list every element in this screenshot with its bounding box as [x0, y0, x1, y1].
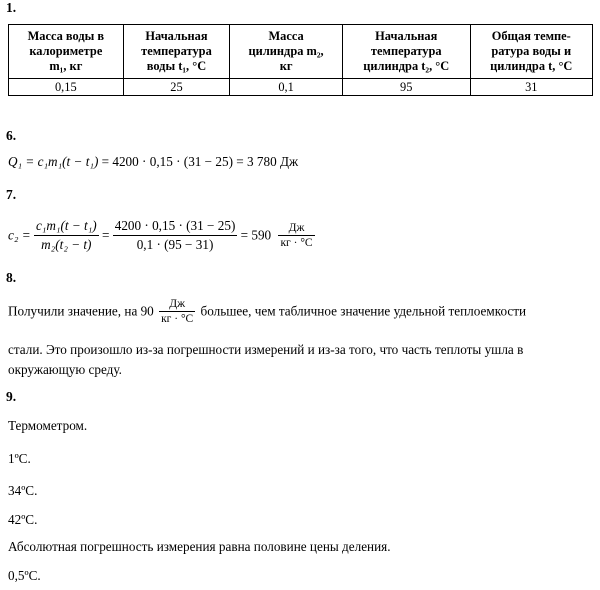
fraction-numeric-numerator: 4200 · 0,15 · (31 − 25): [114, 218, 236, 233]
value-total-temp: 31: [470, 79, 592, 96]
unit-denominator: кг · °C: [280, 237, 313, 249]
unit-numerator: Дж: [288, 222, 305, 234]
formula-q1-lhs: Q₁ = c₁m₁(t − t₁): [8, 154, 99, 169]
section-1-number: 1.: [6, 0, 17, 15]
section-9-number: 9.: [6, 389, 17, 404]
unit-fraction: [278, 222, 314, 249]
header-cylinder-mass: Масса цилиндра m₂, кг: [230, 25, 343, 79]
header-water-temp: Начальная температура воды t₁, °C: [123, 25, 230, 79]
answer-absolute-error: 0,5ºC.: [8, 568, 41, 583]
formula-specific-heat: [8, 218, 315, 253]
answer-error-statement: Абсолютная погрешность измерения равна половине цены деления.: [8, 539, 391, 554]
formula-c2-lhs: c₂ =: [8, 227, 31, 243]
section-7-number: 7.: [6, 187, 17, 202]
section-8-line-2: стали. Это произошло из-за погрешности измерений и из-за того, что часть теплоты ушла в: [8, 342, 524, 357]
section-6-number: 6.: [6, 128, 17, 143]
section-8-line-3: окружающую среду.: [8, 362, 122, 377]
value-cylinder-mass: 0,1: [230, 79, 343, 96]
section-8-text-before: Получили значение, на 90: [8, 303, 154, 319]
value-water-mass: 0,15: [9, 79, 124, 96]
header-total-temp: Общая темпе- ратура воды и цилиндра t, °C: [470, 25, 592, 79]
fraction-numeric-denominator: 0,1 · (95 − 31): [113, 235, 238, 253]
section-8-unit-denominator: кг · °C: [161, 313, 194, 325]
answer-final-reading: 42ºC.: [8, 512, 38, 527]
section-8-line-1: [8, 298, 526, 325]
table-row: [9, 79, 593, 96]
formula-result: = 590: [240, 227, 272, 243]
value-water-temp: 25: [123, 79, 230, 96]
section-8-unit-fraction: [159, 298, 195, 325]
header-water-mass: Масса воды в калориметре m₁, кг: [9, 25, 124, 79]
fraction-symbolic: [34, 218, 99, 253]
formula-equals: =: [101, 227, 110, 243]
measurement-table: [8, 24, 593, 96]
formula-q1-rhs: = 4200 · 0,15 · (31 − 25) = 3 780 Дж: [101, 154, 299, 169]
section-8-text-after: большее, чем табличное значение удельной теплоемкости: [200, 303, 527, 319]
formula-heat-q1: [8, 154, 298, 170]
value-cylinder-temp: 95: [342, 79, 470, 96]
section-8-unit-numerator: Дж: [169, 298, 186, 310]
fraction-numeric: [113, 218, 238, 253]
answer-instrument: Термометром.: [8, 418, 88, 433]
fraction-symbolic-numerator: c₁m₁(t − t₁): [35, 218, 97, 233]
answer-initial-reading: 34ºC.: [8, 483, 38, 498]
fraction-symbolic-denominator: m₂(t₂ − t): [34, 235, 99, 253]
section-8-number: 8.: [6, 270, 17, 285]
header-cylinder-temp: Начальная температура цилиндра t₂, °C: [342, 25, 470, 79]
table-header-row: [9, 25, 593, 79]
answer-division-value: 1ºC.: [8, 451, 31, 466]
